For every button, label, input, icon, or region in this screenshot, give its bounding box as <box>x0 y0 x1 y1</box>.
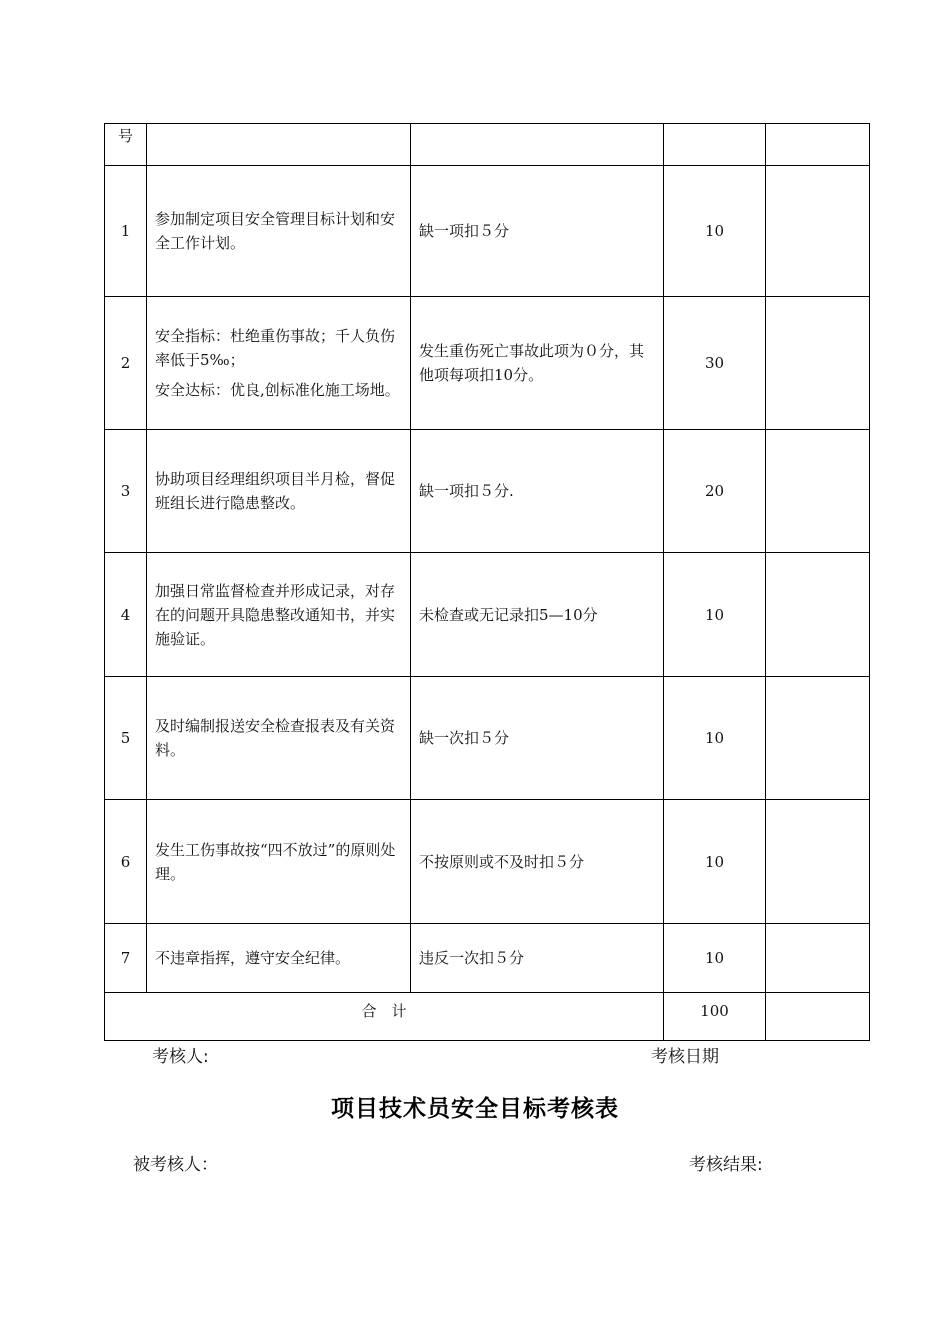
row-score: 30 <box>664 297 766 430</box>
examinee-label: 被考核人： <box>133 1155 218 1175</box>
row-content <box>147 677 411 800</box>
row-number: 5 <box>105 677 147 800</box>
result-label: 考核结果: <box>689 1155 763 1175</box>
content-paragraph: 安全达标：优良,创标准化施工场地。 <box>155 381 400 399</box>
next-form-title: 项目技术员安全目标考核表 <box>331 1096 619 1122</box>
row-score: 20 <box>664 430 766 553</box>
content-paragraph: 加强日常监督检查并形成记录，对存在的问题开具隐患整改通知书，并实施验证。 <box>155 581 396 648</box>
header-no-cell: 号 <box>105 124 147 166</box>
row-score: 10 <box>664 166 766 297</box>
row-number: 2 <box>105 297 147 430</box>
row-result <box>766 553 870 677</box>
row-number: 4 <box>105 553 147 677</box>
header-criteria-cell <box>411 124 664 166</box>
header-score-cell <box>664 124 766 166</box>
row-content <box>147 166 411 297</box>
row-criteria: 缺一次扣５分 <box>411 677 664 800</box>
row-score: 10 <box>664 924 766 993</box>
table-row <box>105 924 870 993</box>
row-content <box>147 553 411 677</box>
row-result <box>766 297 870 430</box>
content-paragraph: 协助项目经理组织项目半月检，督促班组长进行隐患整改。 <box>155 470 396 512</box>
row-score: 10 <box>664 800 766 924</box>
content-paragraph: 不违章指挥，遵守安全纪律。 <box>155 949 351 967</box>
table-row <box>105 800 870 924</box>
row-number: 7 <box>105 924 147 993</box>
examiner-label: 考核人: <box>152 1047 209 1067</box>
row-criteria: 违反一次扣５分 <box>411 924 664 993</box>
content-paragraph: 发生工伤事故按“四不放过”的原则处理。 <box>155 840 396 883</box>
row-content <box>147 924 411 993</box>
table-row <box>105 677 870 800</box>
row-result <box>766 924 870 993</box>
header-result-cell <box>766 124 870 166</box>
total-label: 合 计 <box>105 993 664 1041</box>
row-result <box>766 430 870 553</box>
row-result <box>766 166 870 297</box>
content-paragraph: 及时编制报送安全检查报表及有关资料。 <box>155 717 396 759</box>
total-result <box>766 993 870 1041</box>
table-row <box>105 297 870 430</box>
row-result <box>766 800 870 924</box>
header-row-fragment <box>105 124 870 166</box>
row-criteria: 不按原则或不及时扣５分 <box>411 800 664 924</box>
table-row <box>105 553 870 677</box>
total-score: 100 <box>664 993 766 1041</box>
content-paragraph: 安全指标：杜绝重伤事故；千人负伤率低于5‰； <box>155 327 396 369</box>
total-row <box>105 993 870 1041</box>
assessment-table <box>104 123 870 1041</box>
row-result <box>766 677 870 800</box>
row-number: 3 <box>105 430 147 553</box>
row-content <box>147 800 411 924</box>
row-score: 10 <box>664 553 766 677</box>
exam-date-label: 考核日期 <box>651 1047 719 1067</box>
table-row <box>105 166 870 297</box>
row-content <box>147 297 411 430</box>
header-content-cell <box>147 124 411 166</box>
table-row <box>105 430 870 553</box>
row-criteria: 发生重伤死亡事故此项为０分，其他项每项扣10分。 <box>411 297 664 430</box>
row-score: 10 <box>664 677 766 800</box>
row-content <box>147 430 411 553</box>
row-criteria: 未检查或无记录扣5—10分 <box>411 553 664 677</box>
content-paragraph: 参加制定项目安全管理目标计划和安全工作计划。 <box>155 210 396 252</box>
row-criteria: 缺一项扣５分. <box>411 430 664 553</box>
row-criteria: 缺一项扣５分 <box>411 166 664 297</box>
row-number: 6 <box>105 800 147 924</box>
row-number: 1 <box>105 166 147 297</box>
